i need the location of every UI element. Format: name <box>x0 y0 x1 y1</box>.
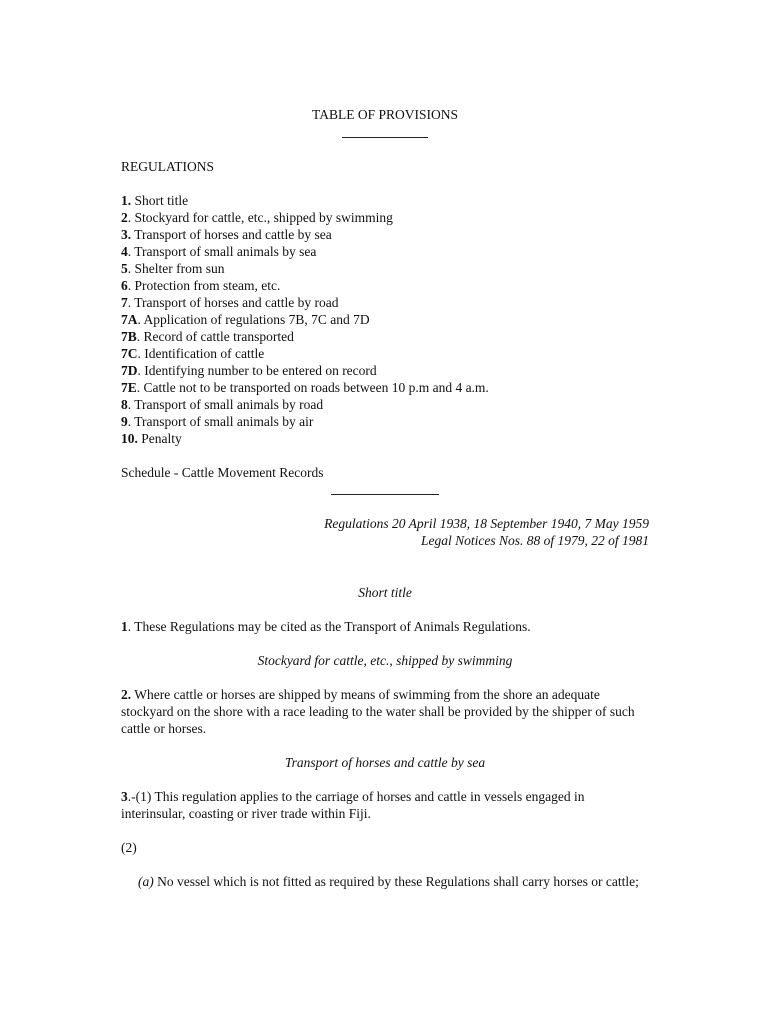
toc-item-number: 7B <box>121 329 137 344</box>
toc-item-text: . Application of regulations 7B, 7C and 7D <box>137 312 370 327</box>
toc-item-text: . Transport of small animals by sea <box>127 244 317 259</box>
schedule-underline <box>331 494 439 495</box>
schedule-entry: Schedule - Cattle Movement Records <box>121 465 324 480</box>
toc-item-text: . Record of cattle transported <box>136 329 294 344</box>
section-3-subsection-2: (2) <box>121 840 137 855</box>
toc-item-number: 7C <box>121 346 138 361</box>
citation-line-2: Legal Notices Nos. 88 of 1979, 22 of 1981 <box>420 533 649 548</box>
toc-item <box>121 192 651 209</box>
toc-item-text: . Transport of small animals by air <box>127 414 314 429</box>
section-3-paragraph-a <box>138 873 648 890</box>
section-3-text <box>121 788 651 822</box>
section-2-heading: Stockyard for cattle, etc., shipped by swimming <box>257 653 513 668</box>
section-3-heading: Transport of horses and cattle by sea <box>284 755 486 770</box>
toc-item <box>121 311 651 328</box>
toc-item <box>121 430 651 447</box>
paragraph-a-body: No vessel which is not fitted as required by these Regulations shall carry horses or cattle; <box>153 874 639 889</box>
table-of-provisions-list <box>121 192 651 447</box>
toc-item <box>121 413 651 430</box>
toc-item-number: 1. <box>121 193 132 208</box>
toc-item-text: . Transport of small animals by road <box>127 397 324 412</box>
toc-item <box>121 345 651 362</box>
toc-item-number: 9 <box>121 414 128 429</box>
section-3-body: .-(1) This regulation applies to the carriage of horses and cattle in vessels engaged in interinsular, coasting or river trade within Fiji. <box>121 789 585 821</box>
citation-line-1: Regulations 20 April 1938, 18 September 1940, 7 May 1959 <box>324 516 649 531</box>
toc-item-number: 2 <box>121 210 128 225</box>
toc-item-text: . Shelter from sun <box>127 261 225 276</box>
toc-item-text: Transport of horses and cattle by sea <box>131 227 332 242</box>
toc-item <box>121 226 651 243</box>
section-2-body: Where cattle or horses are shipped by means of swimming from the shore an adequate stockyard on the shore with a race leading to the water shall be provided by the shipper of such cattle or horses. <box>121 687 635 736</box>
toc-item-text: Penalty <box>137 431 182 446</box>
section-1-text <box>121 618 651 635</box>
toc-item <box>121 362 651 379</box>
toc-item <box>121 396 651 413</box>
toc-item <box>121 277 651 294</box>
title-underline <box>342 137 428 138</box>
paragraph-a-label: (a) <box>138 874 154 889</box>
toc-item-number: 6 <box>121 278 128 293</box>
page-title: TABLE OF PROVISIONS <box>312 107 458 122</box>
toc-item-text: . Identifying number to be entered on record <box>137 363 377 378</box>
citation-block <box>324 515 649 549</box>
section-1-body: . These Regulations may be cited as the Transport of Animals Regulations. <box>127 619 531 634</box>
toc-item-number: 5 <box>121 261 128 276</box>
section-1-heading: Short title <box>358 585 412 600</box>
section-2-text <box>121 686 651 737</box>
toc-item-number: 4 <box>121 244 128 259</box>
toc-item-number: 7D <box>121 363 138 378</box>
toc-item-text: . Identification of cattle <box>137 346 265 361</box>
section-3-number: 3 <box>121 789 128 804</box>
section-2-number: 2. <box>121 687 132 702</box>
regulations-label: REGULATIONS <box>121 159 214 174</box>
toc-item <box>121 328 651 345</box>
toc-item <box>121 260 651 277</box>
toc-item-number: 7A <box>121 312 138 327</box>
toc-item-text: . Stockyard for cattle, etc., shipped by swimming <box>127 210 393 225</box>
toc-item <box>121 243 651 260</box>
toc-item <box>121 209 651 226</box>
toc-item-text: Short title <box>131 193 189 208</box>
toc-item <box>121 294 651 311</box>
toc-item-number: 3. <box>121 227 132 242</box>
toc-item-text: . Protection from steam, etc. <box>127 278 281 293</box>
toc-item-text: . Transport of horses and cattle by road <box>127 295 339 310</box>
toc-item-number: 8 <box>121 397 128 412</box>
section-1-number: 1 <box>121 619 128 634</box>
toc-item-number: 10. <box>121 431 138 446</box>
toc-item-number: 7E <box>121 380 137 395</box>
toc-item-number: 7 <box>121 295 128 310</box>
toc-item-text: . Cattle not to be transported on roads between 10 p.m and 4 a.m. <box>136 380 489 395</box>
toc-item <box>121 379 651 396</box>
